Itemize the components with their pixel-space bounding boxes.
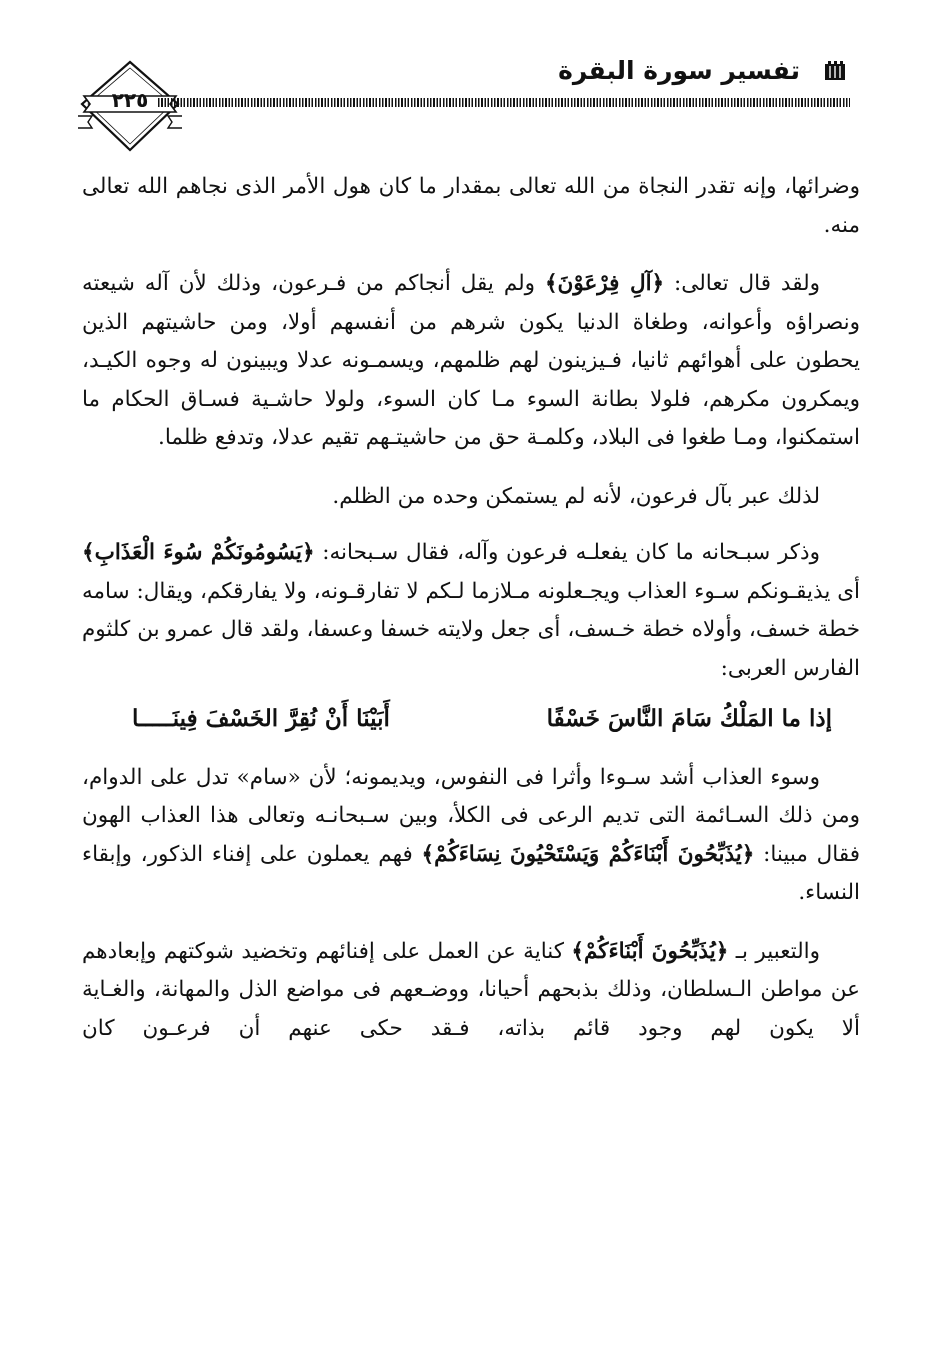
page-number: ٢٢٥: [111, 88, 149, 112]
paragraph-6: [82, 933, 860, 1049]
paragraph-4: [82, 534, 860, 688]
main-text: [82, 168, 860, 1066]
running-title: تفسير سورة البقرة: [558, 56, 800, 85]
paragraph-4-lead: وذكر سبـحانه ما كان يفعلـه فرعون وآله، فقال سـبحانه:: [314, 540, 820, 565]
paragraph-2-rest: ولم يقل أنجاكم من فـرعون، وذلك لأن آله شيعته ونصراؤه وأعوانه، وطغاة الدنيا يكون شرهم من أنفسهم أولا، ومن حاشيتهم الذين يحطون على أهوائهم ثانيا، فـيزينون لهم ظلمهم، ويسمـونه عدلا ويبينون له وجوه الكيـد، ويمكرون مكرهم، فلولا بطانة السوء مـا كان السوء، ولولا حاشـية فسـاق الحكام ما استمكنوا، ومـا طغوا فى البلاد، وكلمـة حق من حاشيتـهم تقيم عدلا، وتدفع ظلما.: [82, 271, 860, 450]
paragraph-4-rest: أى يذيقـونكم سـوء العذاب ويجـعلونه مـلازما لـكم لا تفارقـونه، ولا يفارقكم، ويقال: سامه خطة خسف، وأولاه خطة خـسف، أى جعل ولايته خسفا وعسفا، ولقد قال عمرو بن كلثوم الفارس العربى:: [82, 578, 860, 681]
book-ornament-icon: [822, 60, 848, 82]
quran-quote: ﴿يُذَبِّحُونَ أَبْنَاءَكُمْ وَيَسْتَحْيُونَ نِسَاءَكُمْ﴾: [421, 841, 755, 867]
quran-quote: ﴿يُذَبِّحُونَ أَبْنَاءَكُمْ﴾: [571, 938, 729, 964]
verse-first-hemistich: إذا ما المَلْكُ سَامَ النَّاسَ خَسْفًا: [546, 705, 832, 732]
quran-quote: ﴿آلِ فِرْعَوْنَ﴾: [544, 271, 665, 296]
paragraph-6-rest: كناية عن العمل على إفنائهم وتخضيد شوكتهم وإبعادهم عن مواطن الـسلطان، وذلك بذبحهم أحيانا، ووضـعهم فى مواضع الذل والمهانة، والغـاية ألا يكون لهم وجود قائم بذاته، فـقد حكى عنهم أن فرعـون كان: [82, 938, 860, 1041]
paragraph-5-lead: وسوء العذاب أشد سـوءا وأثرا فى النفوس، ويديمونه؛ لأن «سام» تدل على الدوام، ومن ذلك السـائمة التى تديم الرعى فى الكلأ، وبين سـبحانـه وتعالى هذا العذاب الهون فقال مبينا:: [82, 764, 860, 867]
quran-quote: ﴿يَسُومُونَكُمْ سُوءَ الْعَذَابِ﴾: [82, 540, 315, 565]
paragraph-5-rest: فهم يعملون على إفناء الذكور، وإبقاء النساء.: [82, 841, 860, 905]
poetry-verse: [82, 694, 860, 743]
paragraph-2-lead: ولقد قال تعالى:: [664, 271, 820, 296]
verse-second-hemistich: أَبَيْنَا أَنْ نُقِرَّ الخَسْفَ فِينَـــــا: [132, 705, 390, 732]
page-header: [70, 48, 860, 158]
paragraph-3: لذلك عبر بآل فرعون، لأنه لم يستمكن وحده من الظلم.: [332, 483, 820, 509]
paragraph-6-lead: والتعبير بـ: [728, 938, 821, 964]
paragraph-2: [82, 265, 860, 458]
header-rule: [158, 98, 850, 107]
paragraph-5: [82, 759, 860, 913]
paragraph-1: وضرائها، وإنه تقدر النجاة من الله تعالى بمقدار ما كان هول الأمر الذى نجاهم الله تعالى منه.: [82, 174, 860, 238]
